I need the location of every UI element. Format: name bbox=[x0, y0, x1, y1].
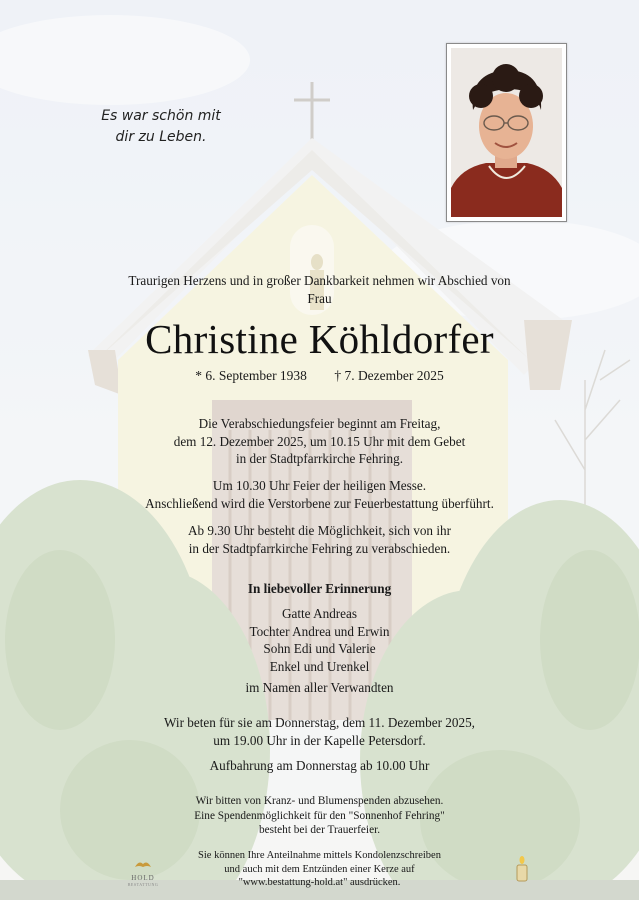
intro-text bbox=[0, 272, 639, 308]
farewell-paragraph bbox=[0, 522, 639, 557]
donation-line: besteht bei der Trauerfeier. bbox=[258, 824, 381, 836]
birth-date: * 6. September 1938 bbox=[195, 368, 307, 383]
condolence-line: und auch mit dem Entzünden einer Kerze auf bbox=[224, 863, 415, 875]
mass-line: Anschließend wird die Verstorbene zur Feuerbestattung überführt. bbox=[145, 495, 494, 511]
life-dates bbox=[0, 367, 639, 385]
condolence-paragraph bbox=[0, 849, 639, 890]
prayer-paragraph bbox=[0, 714, 639, 749]
ceremony-line: dem 12. Dezember 2025, um 10.15 Uhr mit dem Gebet bbox=[173, 433, 466, 449]
prayer-line: Wir beten für sie am Donnerstag, dem 11. Dezember 2025, bbox=[164, 715, 475, 730]
family-member: Tochter Andrea und Erwin bbox=[249, 623, 390, 639]
intro-line: Traurigen Herzens und in großer Dankbarkeit nehmen wir Abschied von bbox=[128, 273, 511, 288]
quote bbox=[96, 106, 226, 148]
family-member: Enkel und Urenkel bbox=[269, 658, 370, 674]
death-date: † 7. Dezember 2025 bbox=[334, 368, 444, 383]
logo-subtitle: BESTATTUNG bbox=[127, 882, 159, 887]
portrait-image bbox=[451, 48, 562, 217]
wing-icon bbox=[133, 859, 153, 869]
ceremony-line: in der Stadtpfarrkirche Fehring. bbox=[236, 451, 403, 466]
ceremony-line: Die Verabschiedungsfeier beginnt am Freitag, bbox=[198, 416, 441, 431]
mass-line: Um 10.30 Uhr Feier der heiligen Messe. bbox=[212, 478, 427, 493]
mass-paragraph bbox=[0, 477, 639, 512]
funeral-home-logo bbox=[122, 856, 164, 887]
quote-line: dir zu Leben. bbox=[115, 129, 207, 145]
farewell-line: Ab 9.30 Uhr besteht die Möglichkeit, sich von ihr bbox=[188, 523, 451, 538]
memory-title: In liebevoller Erinnerung bbox=[247, 581, 392, 596]
relatives-line: im Namen aller Verwandten bbox=[245, 680, 394, 695]
viewing-line: Aufbahrung am Donnerstag ab 10.00 Uhr bbox=[209, 758, 430, 773]
donation-paragraph bbox=[0, 794, 639, 838]
deceased-name: Christine Köhldorfer bbox=[145, 316, 494, 362]
donation-line: Wir bitten von Kranz- und Blumenspenden abzusehen. bbox=[195, 795, 444, 807]
donation-line: Eine Spendenmöglichkeit für den "Sonnenhof Fehring" bbox=[194, 809, 445, 822]
farewell-line: in der Stadtpfarrkirche Fehring zu verabschieden. bbox=[188, 540, 451, 556]
logo-name: HOLD bbox=[131, 874, 155, 882]
condolence-line: "www.bestattung-hold.at" ausdrücken. bbox=[238, 877, 401, 888]
quote-line: Es war schön mit bbox=[101, 108, 221, 124]
family-list bbox=[0, 605, 639, 675]
family-member: Sohn Edi und Valerie bbox=[263, 641, 376, 656]
ceremony-paragraph bbox=[0, 415, 639, 468]
condolence-line: Sie können Ihre Anteilnahme mittels Kondolenzschreiben bbox=[198, 850, 441, 861]
portrait-photo bbox=[446, 43, 567, 222]
intro-line: Frau bbox=[307, 291, 332, 306]
candle-icon bbox=[515, 856, 529, 882]
family-member: Gatte Andreas bbox=[281, 606, 358, 621]
prayer-line: um 19.00 Uhr in der Kapelle Petersdorf. bbox=[213, 732, 426, 748]
